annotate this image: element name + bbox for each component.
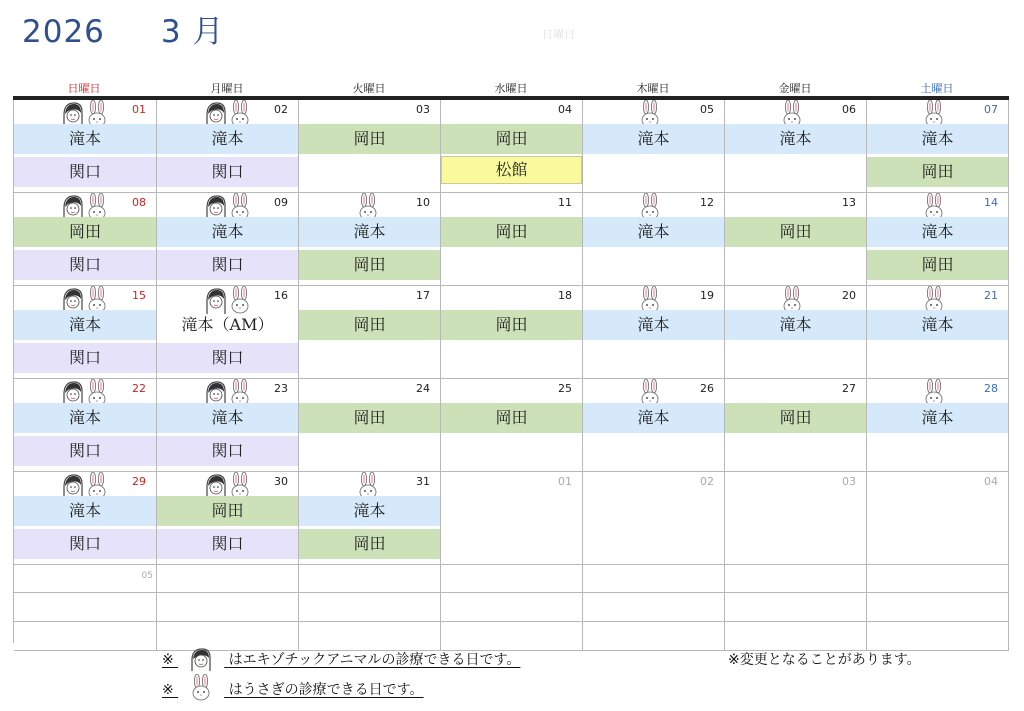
day-number: 22 (132, 382, 146, 395)
day-number: 31 (416, 475, 430, 488)
day-number: 05 (141, 571, 153, 581)
day-number: 03 (416, 103, 430, 116)
staff-secondary: 岡田 (867, 250, 1008, 280)
day-cell (14, 472, 157, 565)
day-number: 13 (842, 196, 856, 209)
faint-weekday-label: 日曜日 (542, 28, 575, 41)
day-cell (725, 100, 867, 193)
staff-secondary: 関口 (14, 436, 156, 466)
rabbit-note-text: はうさぎの診療できる日です。 (228, 682, 424, 698)
day-cell (441, 100, 583, 193)
empty-cell (725, 565, 867, 593)
changes-note: ※変更となることがあります。 (728, 652, 921, 668)
day-cell (14, 100, 157, 193)
day-cell (867, 286, 1009, 379)
empty-cell (725, 593, 867, 622)
day-cell (299, 286, 441, 379)
day-cell (157, 193, 299, 286)
day-cell (725, 379, 867, 472)
weekday-label: 水曜日 (494, 82, 528, 95)
day-cell (157, 379, 299, 472)
staff-secondary: 岡田 (867, 157, 1008, 187)
staff-primary: 滝本 (299, 217, 440, 247)
staff-secondary: 関口 (14, 529, 156, 559)
staff-primary: 滝本 (867, 124, 1008, 154)
weekday-header-row (13, 82, 1009, 96)
staff-primary: 滝本 (14, 403, 156, 433)
day-number: 07 (984, 103, 998, 116)
day-number: 11 (558, 196, 572, 209)
day-number: 16 (274, 289, 288, 302)
day-number: 15 (132, 289, 146, 302)
day-number: 28 (984, 382, 998, 395)
day-number: 09 (274, 196, 288, 209)
day-cell (14, 379, 157, 472)
staff-primary: 岡田 (299, 310, 440, 340)
day-number: 30 (274, 475, 288, 488)
day-cell (14, 286, 157, 379)
day-cell (441, 193, 583, 286)
day-cell (867, 472, 1009, 565)
staff-primary: 岡田 (725, 217, 866, 247)
day-cell (441, 286, 583, 379)
day-number: 03 (842, 475, 856, 488)
staff-primary: 滝本 (725, 124, 866, 154)
day-number: 20 (842, 289, 856, 302)
exotic-note-text: はエキゾチックアニマルの診療できる日です。 (228, 652, 521, 668)
staff-primary: 岡田 (441, 310, 582, 340)
weekday-label: 土曜日 (920, 82, 954, 95)
day-cell (583, 472, 725, 565)
day-cell (157, 100, 299, 193)
empty-cell (299, 593, 441, 622)
staff-primary: 滝本 (583, 124, 724, 154)
day-number: 12 (700, 196, 714, 209)
weekday-label: 木曜日 (636, 82, 670, 95)
empty-cell (725, 622, 867, 651)
staff-secondary: 松館 (441, 156, 582, 184)
empty-cell (299, 622, 441, 651)
empty-cell (157, 622, 299, 651)
staff-primary: 岡田 (14, 217, 156, 247)
day-number: 02 (274, 103, 288, 116)
day-number: 29 (132, 475, 146, 488)
empty-cell (583, 593, 725, 622)
staff-primary: 滝本 (583, 310, 724, 340)
staff-primary: 滝本 (725, 310, 866, 340)
day-cell (725, 286, 867, 379)
rabbit-note-mark: ※ (162, 682, 174, 698)
day-number: 01 (132, 103, 146, 116)
day-number: 08 (132, 196, 146, 209)
day-cell (583, 286, 725, 379)
empty-cell (867, 593, 1009, 622)
day-number: 04 (558, 103, 572, 116)
day-cell (14, 193, 157, 286)
day-cell (441, 472, 583, 565)
staff-primary: 岡田 (725, 403, 866, 433)
staff-primary: 滝本 (14, 310, 156, 340)
staff-secondary: 関口 (14, 157, 156, 187)
month-label: 3 月 (160, 14, 225, 50)
empty-cell (867, 622, 1009, 651)
day-number: 14 (984, 196, 998, 209)
staff-primary: 岡田 (299, 403, 440, 433)
day-cell (867, 193, 1009, 286)
empty-cell (299, 565, 441, 593)
day-cell (441, 379, 583, 472)
exotic-note (162, 648, 520, 672)
day-cell (157, 472, 299, 565)
day-cell (725, 472, 867, 565)
empty-cell (157, 565, 299, 593)
day-number: 05 (700, 103, 714, 116)
year-label: 2026 (22, 14, 105, 50)
weekday-label: 金曜日 (778, 82, 812, 95)
staff-primary: 滝本 (867, 310, 1008, 340)
empty-cell (441, 593, 583, 622)
staff-primary: 岡田 (157, 496, 298, 526)
empty-cell (583, 622, 725, 651)
staff-primary: 岡田 (441, 217, 582, 247)
staff-secondary: 関口 (14, 250, 156, 280)
staff-secondary: 関口 (157, 529, 298, 559)
day-cell (583, 193, 725, 286)
weekday-label: 日曜日 (67, 82, 101, 95)
day-number: 24 (416, 382, 430, 395)
day-number: 26 (700, 382, 714, 395)
staff-primary: 滝本 (867, 403, 1008, 433)
empty-cell (14, 593, 157, 622)
staff-primary: 滝本 (157, 403, 298, 433)
empty-cell (441, 565, 583, 593)
empty-cell (441, 622, 583, 651)
staff-primary: 滝本 (867, 217, 1008, 247)
staff-primary: 滝本 (157, 217, 298, 247)
staff-primary: 滝本 (14, 496, 156, 526)
day-cell (299, 472, 441, 565)
weekday-label: 月曜日 (210, 82, 244, 95)
staff-secondary: 関口 (157, 436, 298, 466)
empty-cell (14, 622, 157, 651)
staff-secondary: 関口 (14, 343, 156, 373)
calendar-grid (13, 100, 1009, 643)
day-cell (157, 286, 299, 379)
day-cell (867, 100, 1009, 193)
empty-cell (14, 565, 157, 593)
staff-primary: 岡田 (299, 124, 440, 154)
staff-primary: 滝本 (14, 124, 156, 154)
calendar-title (22, 6, 224, 51)
day-number: 01 (558, 475, 572, 488)
day-number: 02 (700, 475, 714, 488)
staff-primary: 滝本 (583, 403, 724, 433)
staff-secondary: 岡田 (299, 250, 440, 280)
day-cell (299, 379, 441, 472)
day-number: 17 (416, 289, 430, 302)
staff-primary: 滝本（AM） (181, 315, 274, 334)
exotic-note-mark: ※ (162, 652, 174, 668)
day-number: 18 (558, 289, 572, 302)
day-number: 19 (700, 289, 714, 302)
day-number: 04 (984, 475, 998, 488)
day-number: 06 (842, 103, 856, 116)
day-number: 23 (274, 382, 288, 395)
day-cell (725, 193, 867, 286)
weekday-label: 火曜日 (352, 82, 386, 95)
day-cell (583, 100, 725, 193)
day-cell (299, 100, 441, 193)
staff-primary: 岡田 (441, 403, 582, 433)
day-cell (867, 379, 1009, 472)
day-number: 21 (984, 289, 998, 302)
rabbit-note (162, 678, 424, 702)
empty-cell (867, 565, 1009, 593)
day-number: 25 (558, 382, 572, 395)
staff-secondary: 関口 (157, 250, 298, 280)
staff-secondary: 岡田 (299, 529, 440, 559)
staff-primary: 滝本 (583, 217, 724, 247)
day-number: 27 (842, 382, 856, 395)
staff-secondary: 関口 (157, 157, 298, 187)
staff-primary: 滝本 (157, 124, 298, 154)
staff-primary: 岡田 (441, 124, 582, 154)
day-number: 10 (416, 196, 430, 209)
day-cell (583, 379, 725, 472)
rabbit-icon (178, 674, 224, 698)
day-cell (299, 193, 441, 286)
staff-secondary: 関口 (157, 343, 298, 373)
staff-primary: 滝本 (299, 496, 440, 526)
empty-cell (157, 593, 299, 622)
empty-cell (583, 565, 725, 593)
